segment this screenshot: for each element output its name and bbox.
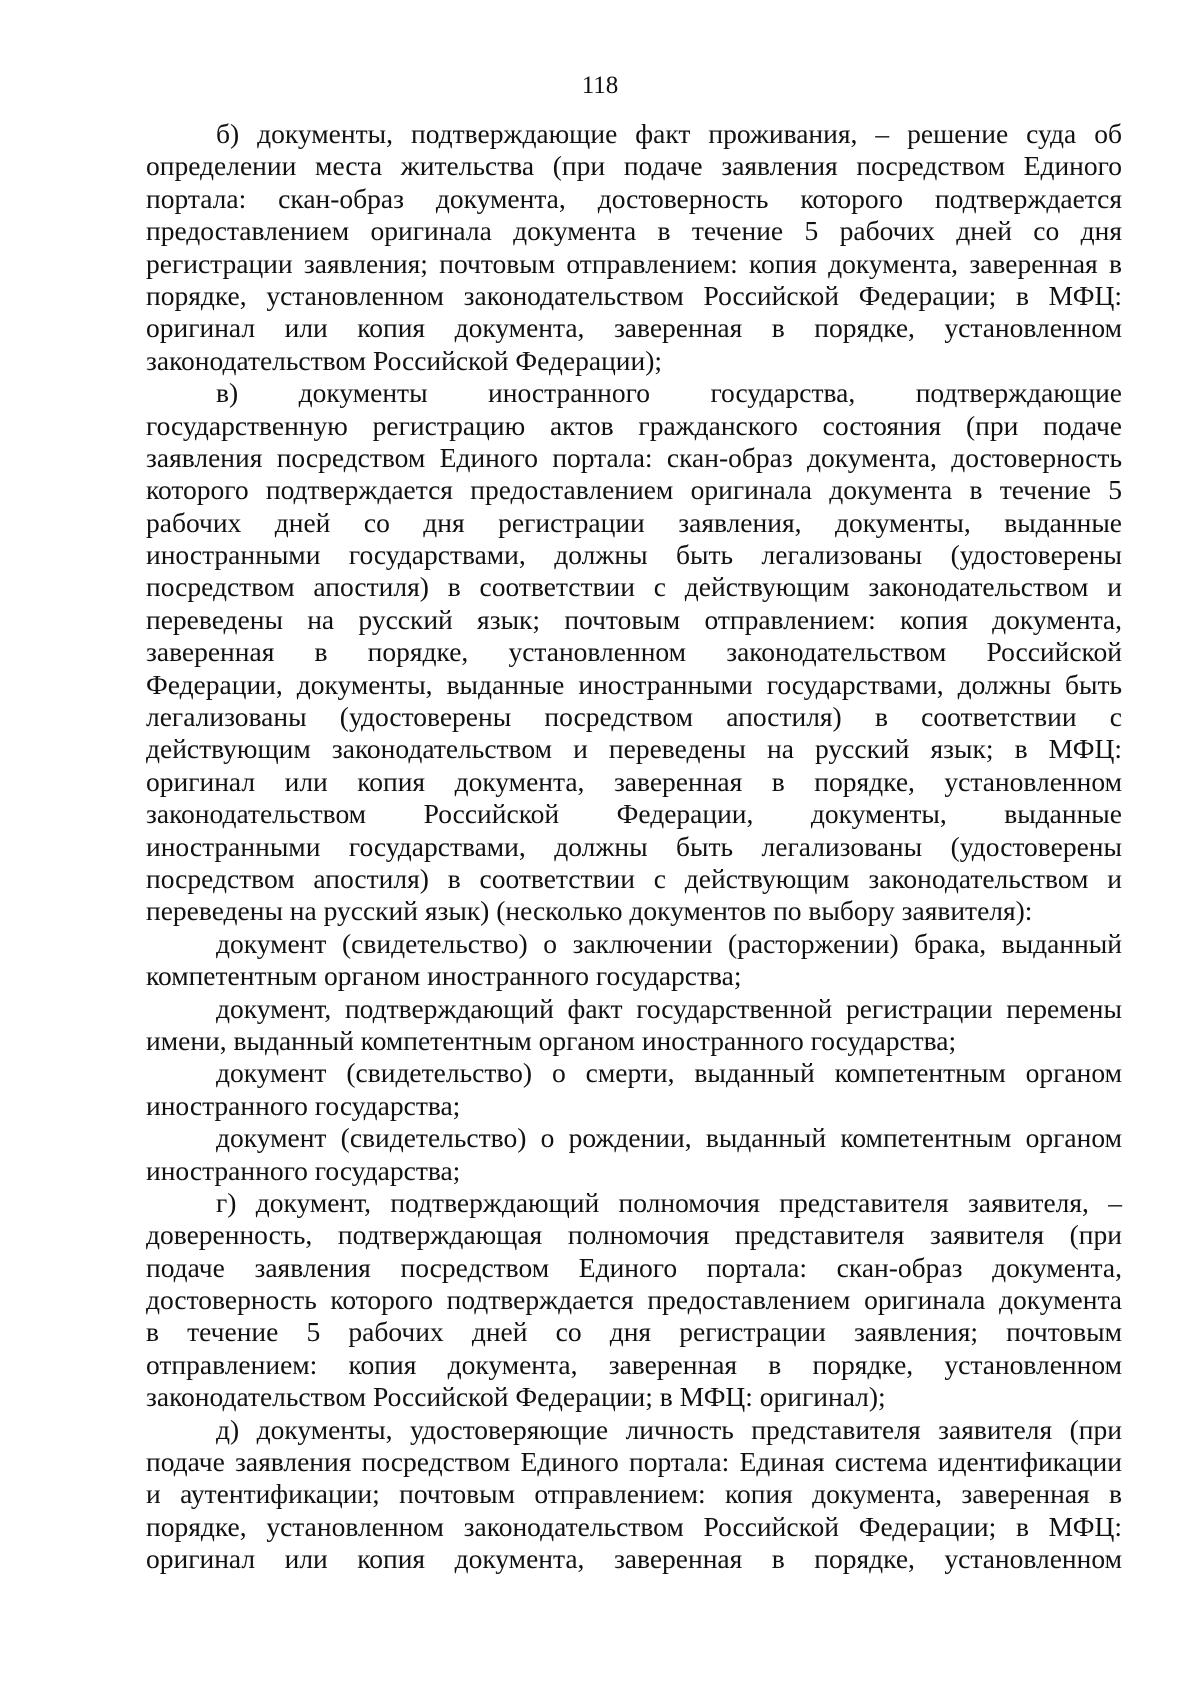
- text-line: компетентным органом иностранного государства;: [146, 960, 742, 992]
- text-line: заявления посредством Единого портала: скан-образ документа, достоверность: [146, 441, 1122, 473]
- page-number: 118: [581, 72, 619, 99]
- text-line: имени, выданный компетентным органом иностранного государства;: [146, 1024, 957, 1056]
- text-line: которого подтверждается предоставлением оригинала документа в течение 5: [146, 474, 1122, 506]
- paragraph: [146, 928, 1122, 993]
- paragraph: [146, 1122, 1122, 1187]
- text-line: отправлением: копия документа, заверенная в порядке, установленном: [146, 1348, 1122, 1380]
- text-line: подаче заявления посредством Единого портала: Единая система идентификации: [146, 1446, 1122, 1478]
- text-line: легализованы (удостоверены посредством апостиля) в соответствии с: [146, 701, 1122, 733]
- paragraph: [146, 1414, 1122, 1576]
- text-line: посредством апостиля) в соответствии с действующим законодательством и: [146, 571, 1122, 603]
- text-line: посредством апостиля) в соответствии с действующим законодательством и: [146, 862, 1122, 894]
- text-line: достоверность которого подтверждается предоставлением оригинала документа: [146, 1284, 1122, 1316]
- text-line: портала: скан-образ документа, достоверность которого подтверждается: [146, 182, 1122, 214]
- text-line: иностранного государства;: [146, 1154, 461, 1186]
- text-line: в) документы иностранного государства, подтверждающие: [216, 377, 1122, 409]
- text-line: предоставлением оригинала документа в течение 5 рабочих дней со дня: [146, 215, 1122, 247]
- text-line: оригинал или копия документа, заверенная в порядке, установленном: [146, 312, 1122, 344]
- text-line: иностранными государствами, должны быть легализованы (удостоверены: [146, 830, 1122, 862]
- text-line: переведены на русский язык; почтовым отправлением: копия документа,: [146, 603, 1122, 635]
- paragraph: [146, 118, 1122, 377]
- text-line: д) документы, удостоверяющие личность представителя заявителя (при: [216, 1413, 1122, 1445]
- text-line: б) документы, подтверждающие факт проживания, – решение суда об: [216, 118, 1122, 149]
- text-line: документ (свидетельство) о заключении (расторжении) брака, выданный: [216, 927, 1122, 959]
- text-line: и аутентификации; почтовым отправлением: копия документа, заверенная в: [146, 1478, 1122, 1510]
- text-line: определении места жительства (при подаче заявления посредством Единого: [146, 150, 1122, 182]
- text-line: государственную регистрацию актов гражданского состояния (при подаче: [146, 409, 1122, 441]
- text-line: рабочих дней со дня регистрации заявления, документы, выданные: [146, 506, 1122, 538]
- text-line: документ (свидетельство) о рождении, выданный компетентным органом: [216, 1122, 1122, 1154]
- text-line: подаче заявления посредством Единого портала: скан-образ документа,: [146, 1251, 1122, 1283]
- paragraph: [146, 993, 1122, 1058]
- text-line: законодательством Российской Федерации, документы, выданные: [146, 798, 1122, 830]
- paragraph: [146, 377, 1122, 928]
- text-line: документ (свидетельство) о смерти, выданный компетентным органом: [216, 1057, 1122, 1089]
- text-line: иностранного государства;: [146, 1089, 461, 1121]
- text-line: доверенность, подтверждающая полномочия представителя заявителя (при: [146, 1219, 1122, 1251]
- text-line: регистрации заявления; почтовым отправлением: копия документа, заверенная в: [146, 247, 1122, 279]
- document-body: [146, 118, 1122, 1576]
- text-line: документ, подтверждающий факт государственной регистрации перемены: [216, 992, 1122, 1024]
- text-line: законодательством Российской Федерации);: [146, 344, 663, 376]
- text-line: законодательством Российской Федерации; в МФЦ: оригинал);: [146, 1381, 886, 1413]
- text-line: порядке, установленном законодательством Российской Федерации; в МФЦ:: [146, 279, 1122, 311]
- text-line: заверенная в порядке, установленном законодательством Российской: [146, 636, 1122, 668]
- text-line: г) документ, подтверждающий полномочия представителя заявителя, –: [216, 1186, 1122, 1218]
- text-line: оригинал или копия документа, заверенная в порядке, установленном: [146, 765, 1122, 797]
- paragraph: [146, 1187, 1122, 1414]
- text-line: иностранными государствами, должны быть легализованы (удостоверены: [146, 539, 1122, 571]
- text-line: порядке, установленном законодательством Российской Федерации; в МФЦ:: [146, 1510, 1122, 1542]
- text-line: переведены на русский язык) (несколько документов по выбору заявителя):: [146, 895, 1033, 927]
- text-line: действующим законодательством и переведены на русский язык; в МФЦ:: [146, 733, 1122, 765]
- text-line: в течение 5 рабочих дней со дня регистрации заявления; почтовым: [146, 1316, 1122, 1348]
- text-line: оригинал или копия документа, заверенная в порядке, установленном: [146, 1543, 1122, 1575]
- text-line: Федерации, документы, выданные иностранными государствами, должны быть: [146, 668, 1122, 700]
- paragraph: [146, 1057, 1122, 1122]
